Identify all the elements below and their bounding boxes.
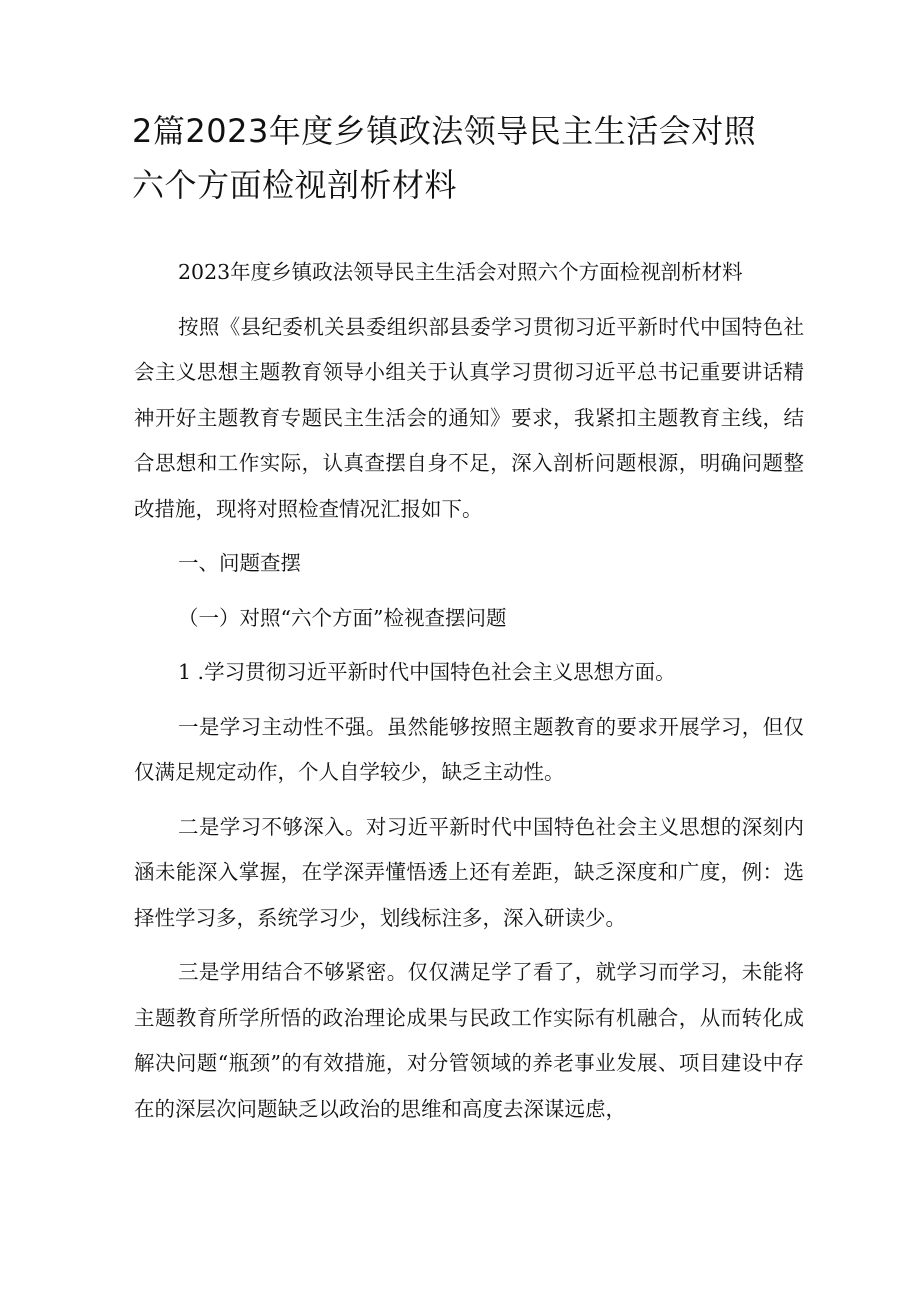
- paragraph-point-2: 二是学习不够深入。对习近平新时代中国特色社会主义思想的深刻内涵未能深入掌握，在学深弄懂悟透上还有差距，缺乏深度和广度，例：选择性学习多，系统学习少，划线标注多，深入研读少。: [134, 814, 804, 930]
- paragraph-point-3: 三是学用结合不够紧密。仅仅满足学了看了，就学习而学习，未能将主题教育所学所悟的政治理论成果与民政工作实际有机融合，从而转化成解决问题“瓶颈”的有效措施，对分管领域的养老事业发展、项目建设中存在的深层次问题缺乏以政治的思维和高度去深谋远虑，: [134, 960, 804, 1121]
- section-heading: 一、问题查摆: [178, 551, 301, 575]
- document-body: [134, 250, 804, 1132]
- item-heading: 1 .学习贯彻习近平新时代中国特色社会主义思想方面。: [178, 660, 676, 684]
- paragraph-subtitle: 2023年度乡镇政法领导民主生活会对照六个方面检视剖析材料: [178, 260, 743, 284]
- document-title: [132, 104, 812, 212]
- paragraph-intro: 按照《县纪委机关县委组织部县委学习贯彻习近平新时代中国特色社会主义思想主题教育领导小组关于认真学习贯彻习近平总书记重要讲话精神开好主题教育专题民主生活会的通知》要求，我紧扣主题教育主线，结合思想和工作实际，认真查摆自身不足，深入剖析问题根源，明确问题整改措施，现将对照检查情况汇报如下。: [134, 314, 804, 521]
- document-title-line-2: 六个方面检视剖析材料: [132, 166, 458, 204]
- paragraph-point-1: 一是学习主动性不强。虽然能够按照主题教育的要求开展学习，但仅仅满足规定动作，个人自学较少，缺乏主动性。: [134, 714, 804, 784]
- document-title-line-1: 2篇2023年度乡镇政法领导民主生活会对照: [132, 112, 757, 150]
- subsection-heading: （一）对照“六个方面”检视查摆问题: [178, 605, 507, 630]
